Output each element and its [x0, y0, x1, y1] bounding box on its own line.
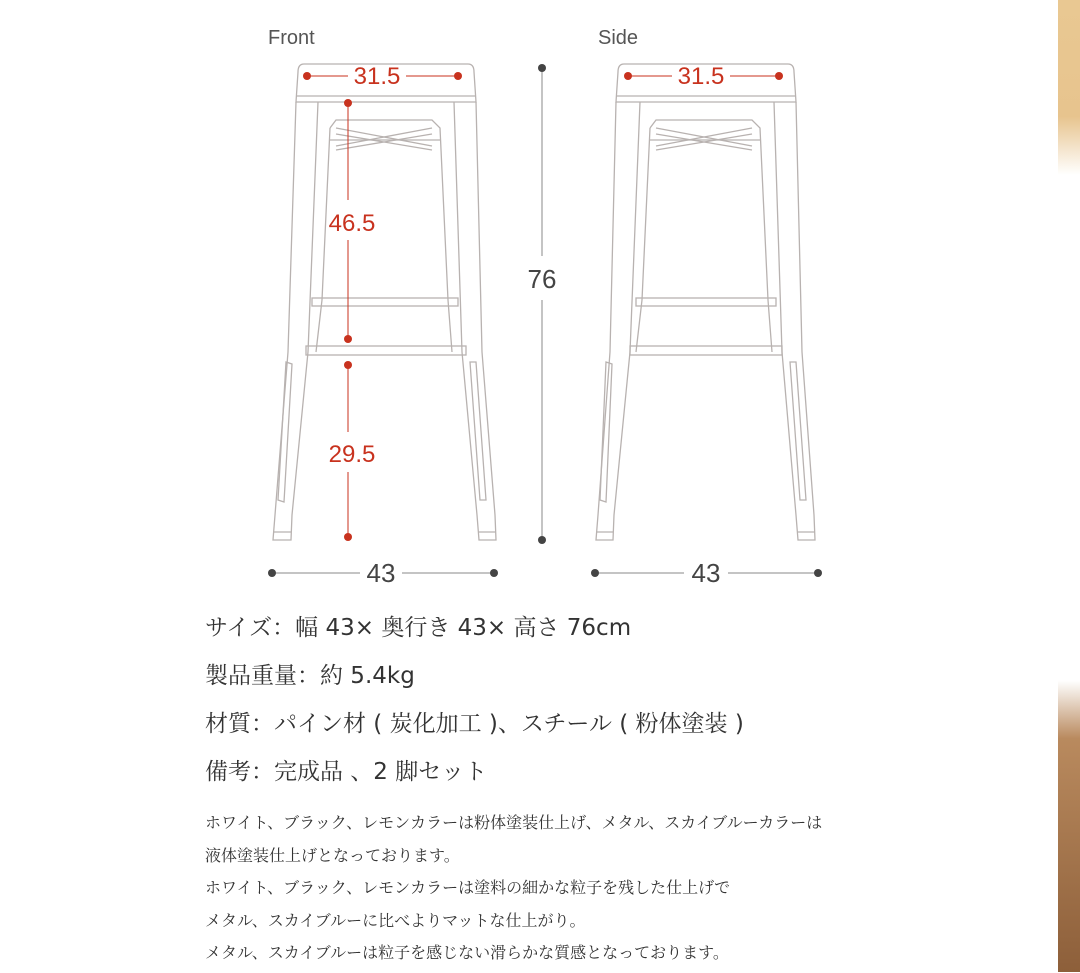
- finish-notes: [205, 810, 965, 973]
- front-stool-outline: [273, 64, 496, 540]
- side-seat-width-label: 31.5: [677, 63, 725, 90]
- front-lower-height-dimension: [329, 361, 376, 541]
- front-base-width-dimension: [268, 558, 498, 588]
- side-stool-outline: [596, 64, 815, 540]
- spec-remarks: 備考：完成品 、2 脚セット: [205, 759, 488, 785]
- spec-weight: 製品重量：約 5.4kg: [205, 663, 415, 689]
- front-upper-height-label: 46.5: [328, 210, 376, 237]
- total-height-dimension: [528, 64, 557, 544]
- side-base-width-dimension: [591, 558, 822, 588]
- spec-material: 材質：パイン材 ( 炭化加工 )、スチール ( 粉体塗装 ): [205, 711, 744, 737]
- product-specs: [205, 610, 965, 973]
- side-view-label: Side: [598, 27, 639, 49]
- note-line: 液体塗装仕上げとなっております。: [205, 845, 460, 865]
- front-seat-width-label: 31.5: [353, 63, 401, 90]
- front-base-width-label: 43: [366, 558, 396, 588]
- note-line: ホワイト、ブラック、レモンカラーは塗料の細かな粒子を残した仕上げで: [205, 878, 731, 897]
- total-height-label: 76: [527, 264, 557, 294]
- front-seat-width-dimension: [303, 63, 462, 90]
- side-seat-width-dimension: [624, 63, 783, 90]
- note-line: ホワイト、ブラック、レモンカラーは粉体塗装仕上げ、メタル、スカイブルーカラーは: [205, 813, 823, 832]
- note-line: メタル、スカイブルーに比べよりマットな仕上がり。: [205, 910, 586, 930]
- side-base-width-label: 43: [691, 558, 721, 588]
- note-line: メタル、スカイブルーは粒子を感じない滑らかな質感となっております。: [205, 943, 729, 962]
- front-lower-height-label: 29.5: [328, 441, 376, 468]
- front-view-label: Front: [268, 27, 315, 49]
- spec-size: サイズ：幅 43× 奥行き 43× 高さ 76cm: [205, 615, 632, 641]
